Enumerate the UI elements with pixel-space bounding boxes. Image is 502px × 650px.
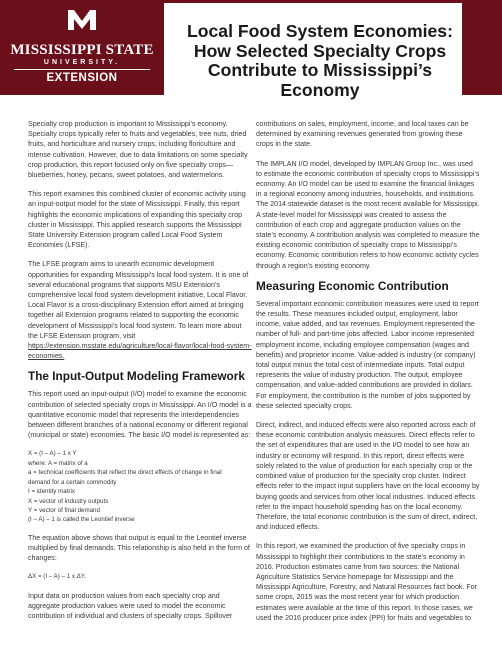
spacer bbox=[28, 525, 252, 533]
formula-line: where: A = matrix of a bbox=[28, 459, 88, 467]
lfse-link[interactable]: https://extension.msstate.edu/agriculture/local-flavor/local-food-system-economies. bbox=[28, 342, 252, 361]
input-data-paragraph: Input data on production values from each specialty crop and aggregate production values were used to model the economic contribution of individual and clusters of specialty crops. Spillover bbox=[28, 591, 233, 621]
title-line-3: Contribute to Mississippi’s Economy bbox=[207, 60, 433, 100]
implan-paragraph: The IMPLAN I/O model, developed by IMPLAN Group Inc., was used to estimate the economic contribution of specialty crops to Mississippi’s economy. An I/O model can be used to examine the financial linkages in a regional economy among industries, households, and institutions. The 2014 statewide dataset is the most recent available for Mississippi. A state-level model for Mississippi was created to assess the contribution of each crop and aggregate production values on the state’s economy. A contribution analysis was completed to measure the existing economic contribution of specialty crops to Mississippi’s economy. Economic contribution refers to how economic activity cycles through a region’s existing economy. bbox=[256, 159, 480, 270]
final-paragraph: In this report, we examined the production of five specialty crops in Mississippi to highlight their contributions to the state’s economy in 2016. Production estimates came from two sources: the National Agriculture Statistics Service homepage for Mississippi and the Mississippi Agriculture, Forestry, and Natural Resources fact book. For some crops, 2015 was the most recent year for which production estimates were available at the time of this report. In those cases, we used the 2016 producer price index (PPI) for fruits and vegetables to bbox=[256, 542, 478, 622]
intro-paragraph-1: Specialty crop production is important to Mississippi’s economy. Specialty crops typically refer to fruits and vegetables, tree nuts, dried fruits, and horticulture and nursery crops, including floriculture and intense cultivation. However, due to data limitations on some specialty crop production, this report focused only on five specialty crops—blueberries, honey, pecans, sweet potatoes, and watermelons. bbox=[28, 120, 248, 180]
formula-line: Y = vector of final demand bbox=[28, 506, 100, 514]
logo-university-word: UNIVERSITY. bbox=[43, 59, 121, 66]
header-corner-tab bbox=[462, 0, 502, 95]
logo-extension-word: EXTENSION bbox=[46, 72, 118, 84]
measures-paragraph: Several important economic contribution measures were used to report the results. These measures included output, employment, labor income, value added, and tax revenues. Employment represented the number of full- and part-time jobs affected. Labor income represented employment income, including employee compensation (wages and benefits) and proprietor income. Value-added is industry (or company) total output minus the total cost of intermediate inputs. Total output represents the value of industry production. The output, employee compensation, and value-added contributions are provided in dollars. For employment, the contribution is the number of jobs supported by these selected specialty crops. bbox=[256, 299, 479, 410]
formula-line: demand for a certain commodity bbox=[28, 478, 117, 486]
msu-m-mark-icon bbox=[67, 9, 97, 31]
formula-line: I = identity matrix bbox=[28, 488, 75, 496]
right-column bbox=[256, 119, 480, 632]
effects-paragraph: Direct, indirect, and induced effects were also reported across each of these economic contribution analysis measures. Direct effects refer to the set of expenditures that are used in the I/O model to see how an industry or economy will respond. In this report, direct effects were solely related to the value of production for each specialty crop or the combined value of production for the specialty crop cluster. Indirect effects refer to the impact input suppliers have on the local economy by buying goods and services from other local industries. Induced effects refer to the impact household spending has on the local economy. Therefore, the total economic contribution is the sum of direct, indirect, and induced effects. bbox=[256, 421, 480, 532]
title-line-1: Local Food System Economies: bbox=[187, 21, 453, 41]
logo-divider bbox=[14, 69, 150, 70]
formula-line: X = vector of industry outputs bbox=[28, 497, 109, 505]
formula-line: a = technical coefficients that reflect the direct effects of change in final bbox=[28, 469, 222, 477]
formula-line: (I – A) – 1 is called the Leontief inverse bbox=[28, 516, 135, 524]
document-title bbox=[175, 22, 465, 100]
section-heading-measuring-contribution: Measuring Economic Contribution bbox=[256, 278, 449, 293]
lfse-text: The LFSE program aims to unearth economic development opportunities for expanding Mississippi’s local food system. It is one of several educational programs that supports MSU Extension’s comprehensive local food system development initiative, Local Flavor. Local Flavor is a cross-disciplinary Extension effort aimed at bringing together all Extension programs related to supporting the economic development of Mississippi’s local food system. To learn more about the LFSE Extension program, visit bbox=[28, 260, 249, 340]
formula-line: X = (I – A) – 1 x Y bbox=[28, 450, 77, 458]
left-column bbox=[28, 119, 252, 630]
title-line-2: How Selected Specialty Crops bbox=[193, 40, 447, 61]
io-formula-block bbox=[28, 449, 252, 524]
leontief-paragraph: The equation above shows that output is equal to the Leontief inverse multiplied by final demands. This relationship is also held in the form of changes: bbox=[28, 533, 250, 563]
msu-extension-logo[interactable] bbox=[0, 0, 164, 95]
section-heading-io-framework: The Input-Output Modeling Framework bbox=[28, 369, 245, 384]
intro-paragraph-2: This report examines this combined cluster of economic activity using an input-output model for the state of Mississippi. Finally, this report highlights the economic implications of expanding this specialty crop cluster in Mississippi. This applied research supports the Mississippi State University Extension program called Local Food System Economies (LFSE). bbox=[28, 190, 246, 250]
io-model-paragraph: This report used an input-output (I/O) model to examine the economic contribution of selected specialty crops in Mississippi. An I/O model is a quantitative economic model that represents the interdependencies between different branches of a national economy or different regional (municipal or state) economies. The basic I/O model is represented as: bbox=[28, 390, 252, 440]
change-formula: ΔX = (I – A) – 1 x ΔY. bbox=[28, 573, 86, 581]
logo-university-name: MISSISSIPPI STATE bbox=[10, 42, 154, 58]
lfse-paragraph bbox=[28, 259, 252, 361]
continued-paragraph: contributions on sales, employment, income, and local taxes can be determined by examining revenues generated from growing these crops in the state. bbox=[256, 120, 469, 149]
